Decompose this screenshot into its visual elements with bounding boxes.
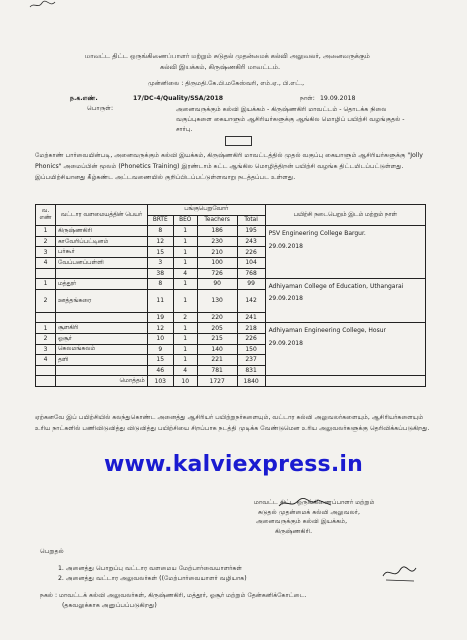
- header-line-1: மாவட்ட திட்ட ஒருங்கிணைப்பாளர் மற்றும் சுடுதல் முதன்மைக் கல்வி அலுவலர், அனைவருக்கும்: [85, 52, 370, 60]
- ref-number: 17/DC-4/Quality/SSA/2018: [133, 95, 224, 102]
- venue-cell: [265, 226, 425, 279]
- table-row: 4 வேப்பனப்பள்ளி 3 1 100 104: [36, 257, 426, 268]
- signature-line-4: கிருஷ்ணகிரி.: [275, 528, 313, 535]
- subject-text: அனைவருக்கும் கல்வி இயக்கம் - கிருஷ்ணகிரி மாவட்டம் - தொடக்க நிலை வகுப்புகளை கையாளும் ஆசிரியர்களுக்கு ஆங்கில மொழிப் பயிற்சி வழங்குதல் - சார்பு.: [176, 106, 405, 133]
- ref-label: ந.க.எண்.: [70, 95, 98, 102]
- recipient-1: 1. அனைத்து பொறுப்பு வட்டார வளமைய மேற்பார்வையாளர்கள்: [58, 565, 243, 572]
- table-row: 2 காவேரிப்பட்டினம் 12 1 230 243: [36, 236, 426, 247]
- ref-date: 19.09.2018: [320, 95, 356, 102]
- recipient-2: 2. அனைத்து வட்டார அலுவலர்கள் ((மேற்பார்வையாளர் வழியாக): [58, 575, 247, 582]
- col-beo: BEO: [173, 215, 197, 226]
- copy-to-line-2: (தகவலுக்காக அனுப்பப்படுகிறது): [62, 602, 157, 609]
- venue-cell: [265, 279, 425, 323]
- recipients-label: பெறுதல்: [40, 548, 64, 555]
- table-row: 1 மத்தூர் 8 1 90 99 Adhiyaman College of Education, Uthangarai 29.09.2018: [36, 279, 426, 290]
- presence-line: முன்னிலை : திருமதி.கே.பி.மகேஸ்வரி, எம்.ஏ., பி.எட்.,: [148, 80, 305, 87]
- table-row: 1 சூளகிரி 12 1 205 218 Adhiyaman Engineering College, Hosur 29.09.2018: [36, 323, 426, 334]
- col-block: வட்டார வளமையத்தின் பெயர்: [55, 205, 147, 226]
- venue-date: 29.09.2018: [268, 243, 303, 251]
- subtotal-row: 38 4 726 768: [36, 268, 426, 279]
- body-paragraph: மேற்காண் பார்வையின்படி, அனைவருக்கும் கல்வி இயக்கம், கிருஷ்ணகிரி மாவட்டத்தில் முதல் வகுப்பு கையாளும் ஆசிரியர்களுக்கு "Jolly Phonics" அமைப்பின் மூலம் (Phonetics Training) இரண்டாம் கட்ட ஆங்கில மொழித்திறன் பயிற்சி வழங்க திட்டமிடப்பட்டுள்ளது. இப்பயிற்சியானது கீழ்கண்ட அட்டவணையில் குறிப்பிடப்பட்டுள்ளவாறு நடத்தப்பட உள்ளது.: [35, 152, 423, 181]
- closing-paragraph: ஏற்கனவே இப் பயிற்சியில் கலந்துகொண்ட அனைத்து ஆசிரியர் பயிற்றுநர்களையும், வட்டார கல்வி அலுவலர்களையும், ஆசிரியர்களையும் உரிய நாட்களில் பணிவிடுவித்து விடுவித்து பயிற்சியை சிறப்பாக நடத்தி முடிக்க வேண்டுமென உரிய அலுவலர்களுக்கு தெரிவிக்கப்படுகிறது.: [35, 414, 430, 432]
- date-label: நாள்:: [300, 95, 315, 102]
- table-row: 2 ஊத்தங்கரை 11 1 130 142: [36, 289, 426, 312]
- venue-cell: [265, 323, 425, 376]
- pen-scribble-mark: [28, 0, 58, 10]
- venue-name: Adhiyaman Engineering College, Hosur: [268, 327, 386, 335]
- grand-total-row: மொத்தம் 103 10 1727 1840: [36, 376, 426, 387]
- table-row: 1 கிருஷ்ணகிரி 8 1 186 195 PSV Engineering College Bargur. 29.09.2018: [36, 226, 426, 237]
- col-sno: வ. எண்: [36, 205, 56, 226]
- col-group: பங்குபெறுவோர்: [147, 205, 265, 216]
- col-total: Total: [237, 215, 265, 226]
- signature-line-3: அனைவருக்கும் கல்வி இயக்கம்,: [256, 518, 348, 525]
- subject-label: பொருள்:: [87, 105, 114, 112]
- table-row: 2 ஓசூர் 10 1 215 226: [36, 333, 426, 344]
- signature-line-1: மாவட்ட திட்ட ஒருங்கிணைப்பாளர் மற்றும்: [254, 499, 375, 506]
- copy-to-line-1: நகல் : மாவட்டக் கல்வி அலுவலர்கள், கிருஷ்ணகிரி, மத்தூர், ஓசூர் மற்றும் தேன்கனிக்கோட்டை.: [40, 592, 307, 599]
- table-row: 3 கெலமங்கலம் 9 1 140 150: [36, 344, 426, 355]
- venue-date: 29.09.2018: [268, 340, 303, 348]
- subtotal-row: 19 2 220 241: [36, 312, 426, 323]
- table-row: 4 தளி 15 1 221 237: [36, 355, 426, 366]
- rubber-stamp-mark: [225, 136, 252, 146]
- site-watermark: www.kalviexpress.in: [103, 452, 363, 477]
- col-brte: BRTE: [147, 215, 173, 226]
- venue-name: Adhiyaman College of Education, Uthangarai: [268, 283, 404, 291]
- training-allocation-table: [35, 204, 426, 387]
- venue-name: PSV Engineering College Bargur.: [268, 230, 366, 238]
- col-teachers: Teachers: [197, 215, 237, 226]
- col-venue: பயிற்சி நடைபெறும் இடம் மற்றும் நாள்: [265, 205, 425, 226]
- venue-date: 29.09.2018: [268, 295, 303, 303]
- initial-scribble: [380, 562, 420, 584]
- table-row: 3 பர்கூர் 15 1 210 226: [36, 247, 426, 258]
- header-line-2: கல்வி இயக்கம், கிருஷ்ணகிரி மாவட்டம்.: [160, 63, 281, 71]
- subtotal-row: 46 4 781 831: [36, 365, 426, 376]
- signature-line-2: சுடுதல் முதன்மைக் கல்வி அலுவலர்,: [258, 509, 360, 516]
